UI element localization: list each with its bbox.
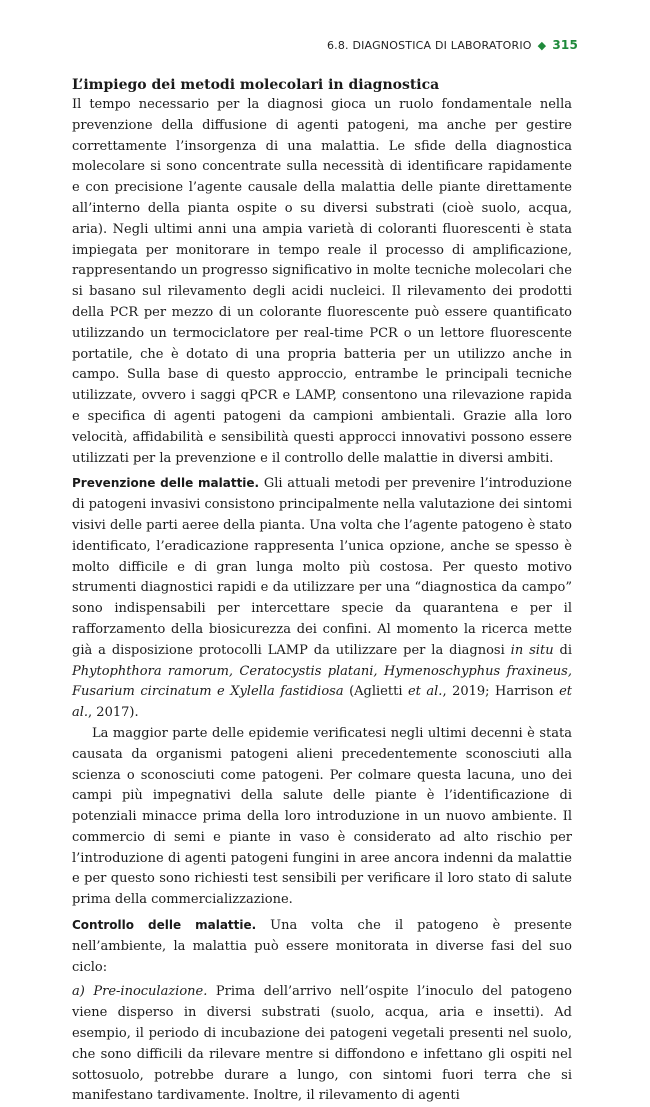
running-head — [327, 38, 578, 52]
prevention-subheading: Prevenzione delle malattie. — [72, 476, 260, 491]
prevention-etal-1: et al. — [407, 684, 443, 700]
paragraph-epidemics: La maggior parte delle epidemie verificatesi negli ultimi decenni è stata causata da organismi patogeni alieni precedentemente sconosciuti alla scienza o sconosciuti come patogeni. Per colmare questa lacuna, uno dei campi più impegnativi della salute delle piante è l’identificazione di potenziali minacce prima della loro introduzione in un nuovo ambiente. Il commercio di semi e piante in vaso è considerato ad alto rischio per l’introduzione di agenti patogeni fungini in aree ancora indenni da malattie e per questo sono richiesti test sensibili per verificare il loro stato di salute prima della commercializzazione. — [72, 725, 572, 908]
page-body — [72, 75, 572, 1107]
section-title: 6.8. DIAGNOSTICA DI LABORATORIO — [326, 38, 532, 52]
prevention-text-2: di — [553, 642, 572, 658]
prevention-species: Phytophthora ramorum, Ceratocystis platani, Hymenoschyphus fraxineus, Fusarium circinatum e Xylella fastidiosa — [72, 663, 572, 700]
paragraph-intro: Il tempo necessario per la diagnosi gioca un ruolo fondamentale nella prevenzione della diffusione di agenti patogeni, ma anche per gestire correttamente l’insorgenza di una malattia. Le sfide della diagnostica molecolare si sono concentrate sulla necessità di identificare rapidamente e con precisione l’agente causale della malattia delle piante direttamente all’interno della pianta ospite o su diversi substrati (cioè suolo, acqua, aria). Negli ultimi anni una ampia varietà di coloranti fluorescenti è stata impiegata per monitorare in tempo reale il processo di amplificazione, rappresentando un progresso significativo in molte tecniche molecolari che si basano sul rilevamento degli acidi nucleici. Il rilevamento dei prodotti della PCR per mezzo di un colorante fluorescente può essere quantificato utilizzando un termociclatore per real-time PCR o un lettore fluorescente portatile, che è dotato di una propria batteria per un utilizzo anche in campo. Sulla base di questo approccio, entrambe le principali tecniche utilizzate, ovvero i saggi qPCR e LAMP, consentono una rilevazione rapida e specifica di agenti patogeni da campioni ambientali. Grazie alla loro velocità, affidabilità e sensibilità questi approcci innovativi possono essere utilizzati per la prevenzione e il controllo delle malattie in diversi ambiti. — [72, 97, 572, 466]
paragraph-prevention — [72, 473, 572, 724]
prevention-etal-2: et al. — [72, 684, 573, 721]
section-heading: L’impiego dei metodi molecolari in diagnostica — [72, 77, 440, 93]
prevention-cite-3: , 2017). — [88, 705, 139, 721]
prevention-cite-1: (Aglietti — [343, 684, 408, 700]
paragraph-pre-inoculation — [72, 982, 572, 1107]
pre-inoculation-text: Prima dell’arrivo nell’ospite l’inoculo del patogeno viene disperso in diversi substrati (suolo, acqua, aria e insetti). Ad esempio, il periodo di incubazione dei patogeni vegetali presenti nel suolo, che sono difficili da rilevare mentre si diffondono e infettano gli ospiti nel sottosuolo, potrebbe durare a lungo, con sintomi fuori terra che si manifestano tardivamente. Inoltre, il rilevamento di agenti — [72, 984, 573, 1104]
diamond-icon: ◆ — [537, 38, 547, 52]
control-text: Una volta che il patogeno è presente nell’ambiente, la malattia può essere monitorata in diverse fasi del suo ciclo: — [72, 918, 572, 975]
prevention-in-situ: in situ — [510, 642, 554, 658]
pre-inoculation-label: a) Pre-inoculazione. — [72, 984, 208, 1000]
control-subheading: Controllo delle malattie. — [72, 918, 257, 933]
prevention-text: Gli attuali metodi per prevenire l’introduzione di patogeni invasivi consistono principalmente nella valutazione dei sintomi visivi delle parti aeree della pianta. Una volta che l’agente patogeno è stato identificato, l’eradicazione rappresenta l’unica opzione, anche se spesso è molto difficile e di gran lunga molto più costosa. Per questo motivo strumenti diagnostici rapidi e da utilizzare per una “diagnostica da campo” sono indispensabili per intercettare specie da quarantena e per il rafforzamento della biosicurezza dei confini. Al momento la ricerca mette già a disposizione protocolli LAMP da utilizzare per la diagnosi — [72, 476, 572, 658]
page-number: 315 — [552, 38, 578, 52]
prevention-cite-2: , 2019; Harrison — [442, 684, 560, 700]
paragraph-control — [72, 915, 572, 978]
